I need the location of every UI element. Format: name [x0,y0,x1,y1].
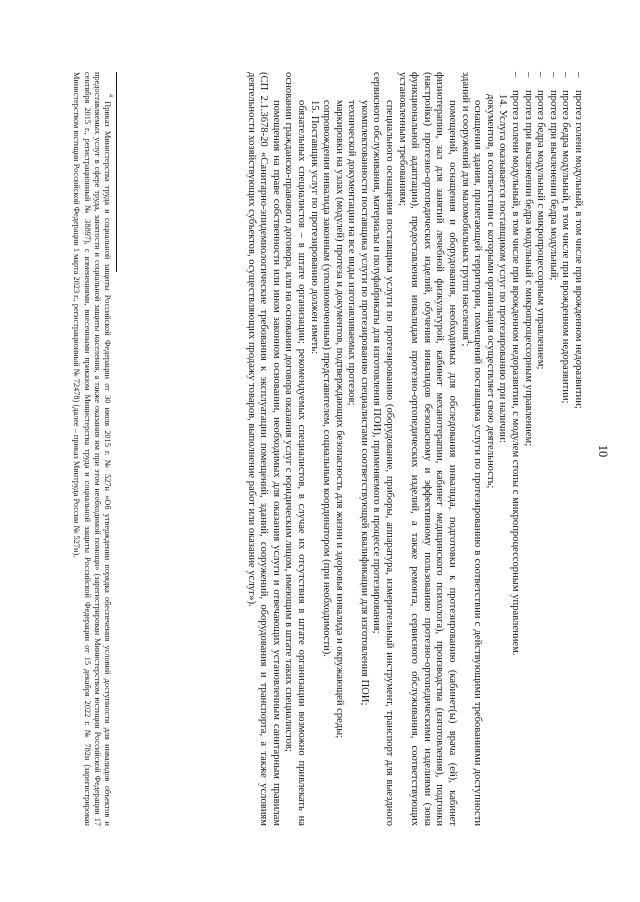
list-dash: – [547,72,559,78]
list-item-text: протез бедра модульный с микропроцессорным управлением; [535,90,547,370]
footnote-mark: 4 [106,94,113,97]
list-dash: – [522,72,534,78]
section-14-escort: сопровождения инвалида законным (уполномоченным) представителем, социальным координатором (при необходимости). [321,100,333,657]
list-item-text: протез бедра модульный, в том числе при врожденном недоразвитии; [560,90,572,404]
section-14-premises: помещений, оснащения и оборудования, необходимых для обследования инвалида, подготовки к протезированию (кабинет(ы) врача (ей), кабинет физиотерапии, зал для занятий лечебной физкультурой, кабинет механотерапии, кабинет медицинского психолога), производства (изготовления), подгонки (настройки) протезно-ортопедических изделий, обучения инвалидов безопасному и эффективному пользованию протезно-ортопедическими изделиями (зона функциональной адаптации), предоставления инвалидам протезно-ортопедических изделий, а также ремонта, сервисного обслуживания, соответствующих установленным требованиям; [396,72,459,826]
section-14-documents: документов, в соответствии с которыми организация осуществляет свою деятельность; [484,94,496,489]
footnote-text: Приказ Министерства труда и социальной защиты Российской Федерации от 30 июля 2015 г. № 527н «Об утверждении порядка обеспечения условий доступности для инвалидов объектов и предоставляемых услуг в сфере труда, занятости и социальной защиты населения, а также оказания им при этом необходимой помощи» (зарегистрирован Министерством юстиции Российской Федерации 17 сентября 2015 г., регистрационный № 38897), с изменениями, внесенными приказом Министерства труда и социальной защиты Российской Федерации от 15 декабря 2022 г. № 782н (зарегистрирован Министерством юстиции Российской Федерации 1 марта 2023 г., регистрационный № 72478) (далее – приказ Минтруда России № 527н). [72,72,112,826]
footnote [71,72,112,826]
section-14-equipping [458,72,483,826]
equipping-text-b: требованиями доступности зданий и сооружений для маломобильных групп населения [459,72,484,826]
list-item-text: протез при вычленении бедра модульный с микропроцессорным управлением; [522,90,534,447]
footnote-reference: 4 [465,340,474,344]
section-14-heading: 14. Услуга оказывается поставщиком услуг по протезированию при наличии: [497,94,509,443]
list-item [521,72,534,826]
page-number: 10 [596,444,610,458]
list-item [508,72,521,826]
section-14-staffing: укомплектованности поставщика услуги по протезированию специалистами соответствующей квалификации для изготовления ПОИ; [358,100,370,706]
list-item [546,72,559,826]
list-dash: – [535,72,547,78]
list-item-text: протез при вычленении бедра модульный; [547,90,559,281]
list-item-text: протез голени модульный, в том числе при врожденном недоразвитии; [573,90,584,409]
list-item [571,72,584,826]
footnote-separator [116,72,117,272]
section-15-specialists: обязательных специалистов – в штате организации; рекомендуемых специалистов, в случае их отсутствия в штате организации возможно привлекать на основании гражданско-правового договора, или на основании договора оказания услуг с юридическим лицом, имеющим в штате таких специалистов; [283,72,307,826]
section-15-premises-ownership: помещения на праве собственности или ином законном основании, необходимых для оказания услуги и отвечающих установленным санитарным правилам (СП 2.1.3678-20 «Санитарно-эпидемиологические требования к эксплуатации помещений, зданий, сооружений, оборудования и транспорта, а также условиям деятельности хозяйствующих субъектов, осуществляющих продажу товаров, выполнение работ или оказание услуг»). [245,72,282,826]
section-14-marking: маркировки на узлах (модулей) протеза и документов, подтверждающих безопасность для жизни и здоровья инвалида и окружающей среды; [333,100,345,739]
list-item [559,72,572,826]
section-14-technical-docs: технической документации на все виды изготавливаемых протезов; [346,100,358,406]
document-body [244,72,584,826]
section-15-heading: 15. Поставщик услуг по протезированию должен иметь: [308,100,320,355]
list-dash: – [573,72,584,78]
list-dash: – [560,72,572,78]
equipping-text-end: ; [459,343,471,347]
list-dash: – [510,72,522,78]
list-item [534,72,547,826]
equipping-text-a: оснащения здания, прилегающей территории, помещений поставщика услуги по протезированию в соответствии с действующими [472,100,484,699]
list-item-text: протез голени модульный, в том числе при врожденном недоразвитии, с модулем стопы с микропроцессорным управлением. [510,90,522,656]
section-14-special-equipment: специального оснащения поставщика услуги по протезированию (оборудование, приборы, аппаратура, измерительный инструмент, транспорт для выездного сервисного обслуживания, материалы и полуфабрикаты для изготовления ПОИ), применяемого в процессе протезирования; [371,72,396,826]
